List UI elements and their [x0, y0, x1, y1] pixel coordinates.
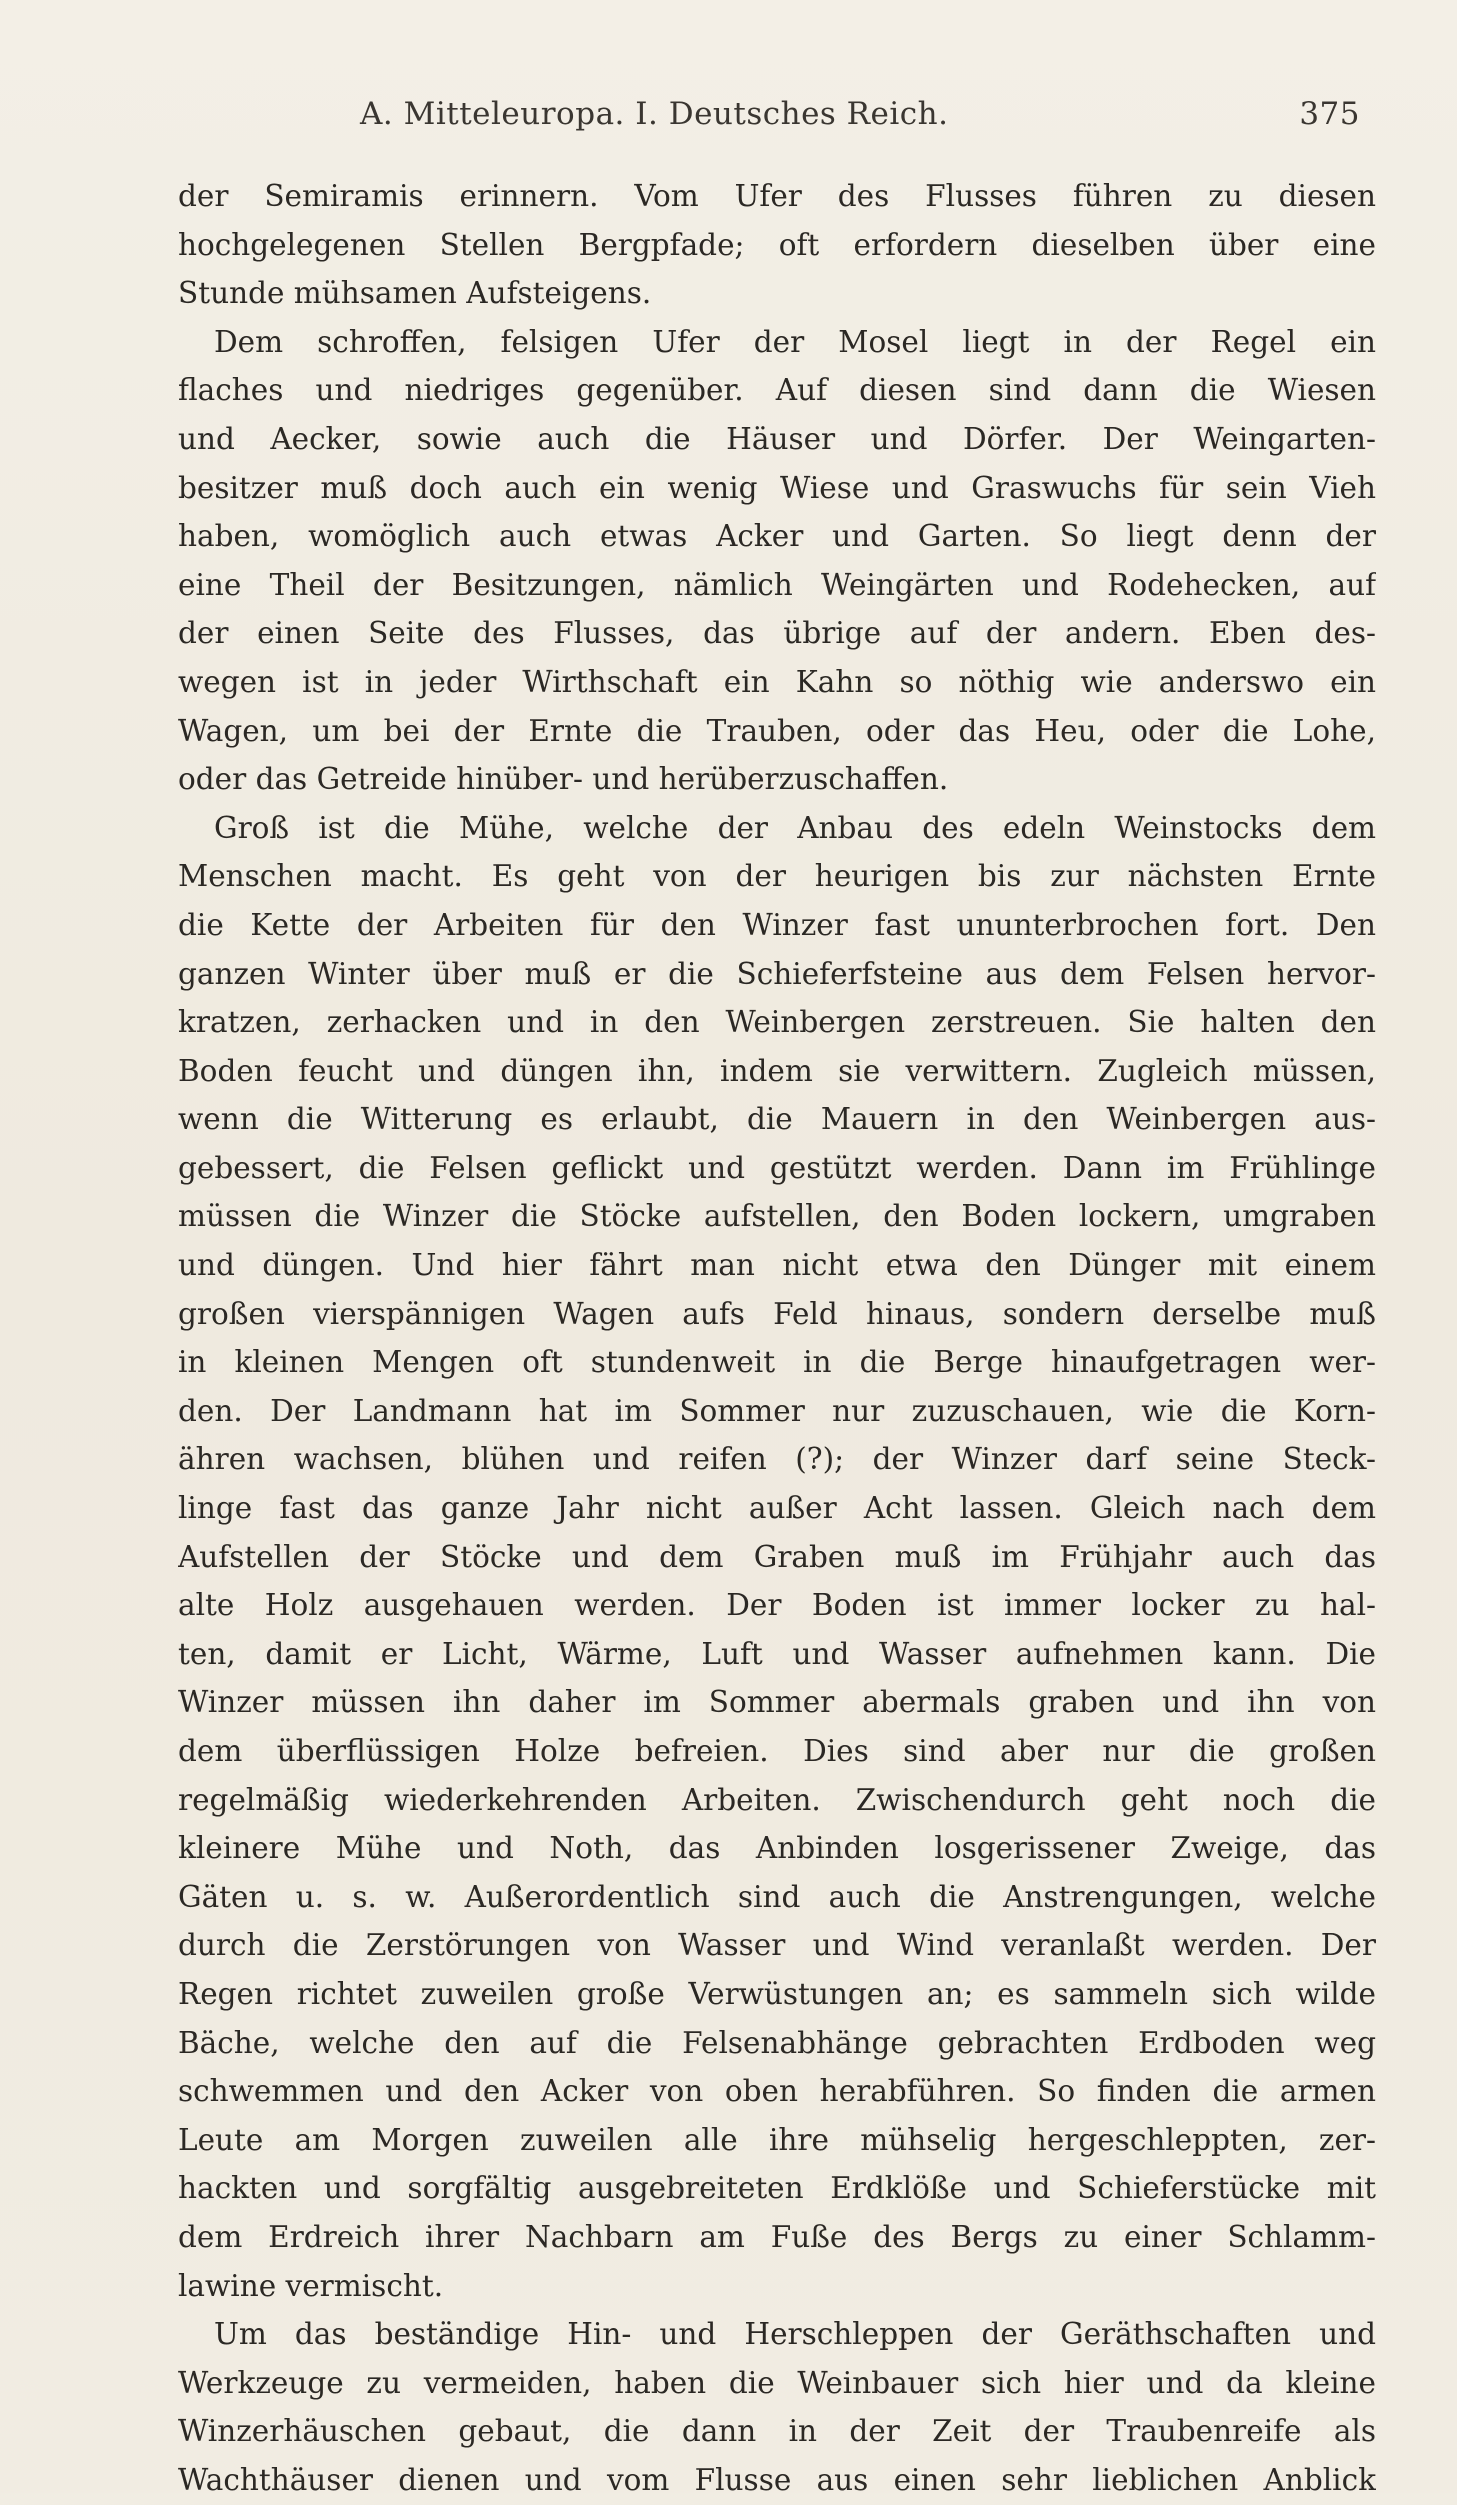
text-line: dem Erdreich ihrer Nachbarn am Fuße des Bergs zu einer Schlamm-: [178, 2219, 1376, 2254]
text-line: der einen Seite des Flusses, das übrige auf der andern. Eben des-: [178, 616, 1376, 651]
text-line: Gäten u. s. w. Außerordentlich sind auch die Anstrengungen, welche: [178, 1879, 1376, 1914]
text-line: wegen ist in jeder Wirthschaft ein Kahn so nöthig wie anderswo ein: [178, 664, 1376, 699]
page-number: 375: [1299, 96, 1360, 132]
text-line: Menschen macht. Es geht von der heurigen bis zur nächsten Ernte: [178, 859, 1376, 894]
text-line: haben, womöglich auch etwas Acker und Garten. So liegt denn der: [178, 519, 1376, 554]
running-head-title: A. Mitteleuropa. I. Deutsches Reich.: [360, 96, 949, 132]
text-line: Regen richtet zuweilen große Verwüstungen an; es sammeln sich wilde: [178, 1976, 1376, 2011]
text-line: großen vierspännigen Wagen aufs Feld hinaus, sondern derselbe muß: [178, 1296, 1376, 1331]
text-line: Stunde mühsamen Aufsteigens.: [178, 276, 652, 311]
text-line: hochgelegenen Stellen Bergpfade; oft erfordern dieselben über eine: [178, 227, 1376, 262]
text-line: Bäche, welche den auf die Felsenabhänge gebrachten Erdboden weg: [178, 2025, 1376, 2060]
text-line: lawine vermischt.: [178, 2268, 444, 2303]
text-line: oder das Getreide hinüber- und herüberzuschaffen.: [178, 762, 949, 797]
text-line: Groß ist die Mühe, welche der Anbau des edeln Weinstocks dem: [214, 810, 1376, 845]
text-line: Winzerhäuschen gebaut, die dann in der Zeit der Traubenreife als: [178, 2414, 1376, 2449]
text-line: ähren wachsen, blühen und reifen (?); der Winzer darf seine Steck-: [178, 1442, 1376, 1477]
text-line: die Kette der Arbeiten für den Winzer fast ununterbrochen fort. Den: [178, 907, 1376, 942]
text-line: regelmäßig wiederkehrenden Arbeiten. Zwischendurch geht noch die: [178, 1782, 1376, 1817]
text-line: Leute am Morgen zuweilen alle ihre mühselig hergeschleppten, zer-: [178, 2122, 1376, 2157]
text-line: und düngen. Und hier fährt man nicht etwa den Dünger mit einem: [178, 1248, 1376, 1283]
body-text: [178, 172, 1376, 2505]
text-line: den. Der Landmann hat im Sommer nur zuzuschauen, wie die Korn-: [178, 1393, 1376, 1428]
text-line: Um das beständige Hin- und Herschleppen der Geräthschaften und: [214, 2317, 1376, 2352]
text-line: besitzer muß doch auch ein wenig Wiese und Graswuchs für sein Vieh: [178, 470, 1376, 505]
running-head: [210, 96, 1360, 146]
text-line: Boden feucht und düngen ihn, indem sie verwittern. Zugleich müssen,: [178, 1053, 1376, 1088]
text-line: linge fast das ganze Jahr nicht außer Acht lassen. Gleich nach dem: [178, 1491, 1376, 1526]
text-line: Dem schroffen, felsigen Ufer der Mosel liegt in der Regel ein: [214, 324, 1376, 359]
text-line: hackten und sorgfältig ausgebreiteten Erdklöße und Schieferstücke mit: [178, 2171, 1376, 2206]
text-line: ganzen Winter über muß er die Schieferfsteine aus dem Felsen hervor-: [178, 956, 1376, 991]
text-line: flaches und niedriges gegenüber. Auf diesen sind dann die Wiesen: [178, 373, 1376, 408]
text-line: ten, damit er Licht, Wärme, Luft und Wasser aufnehmen kann. Die: [178, 1636, 1376, 1671]
text-line: Wachthäuser dienen und vom Flusse aus einen sehr lieblichen Anblick: [178, 2462, 1376, 2497]
text-line: kratzen, zerhacken und in den Weinbergen zerstreuen. Sie halten den: [178, 1005, 1376, 1040]
text-line: wenn die Witterung es erlaubt, die Mauern in den Weinbergen aus-: [178, 1102, 1376, 1137]
text-line: der Semiramis erinnern. Vom Ufer des Flusses führen zu diesen: [178, 179, 1376, 213]
text-line: dem überflüssigen Holze befreien. Dies sind aber nur die großen: [178, 1734, 1376, 1768]
text-line: durch die Zerstörungen von Wasser und Wind veranlaßt werden. Der: [178, 1928, 1376, 1963]
text-line: Wagen, um bei der Ernte die Trauben, oder das Heu, oder die Lohe,: [178, 713, 1376, 748]
text-line: alte Holz ausgehauen werden. Der Boden ist immer locker zu hal-: [178, 1588, 1376, 1623]
text-line: gebessert, die Felsen geflickt und gestützt werden. Dann im Frühlinge: [178, 1150, 1376, 1185]
text-line: müssen die Winzer die Stöcke aufstellen, den Boden lockern, umgraben: [178, 1199, 1376, 1234]
text-line: kleinere Mühe und Noth, das Anbinden losgerissener Zweige, das: [178, 1831, 1376, 1866]
text-line: in kleinen Mengen oft stundenweit in die Berge hinaufgetragen wer-: [178, 1345, 1376, 1380]
text-line: und Aecker, sowie auch die Häuser und Dörfer. Der Weingarten-: [178, 421, 1376, 456]
text-line: Werkzeuge zu vermeiden, haben die Weinbauer sich hier und da kleine: [178, 2365, 1376, 2400]
text-line: Winzer müssen ihn daher im Sommer abermals graben und ihn von: [178, 1685, 1376, 1720]
text-line: Aufstellen der Stöcke und dem Graben muß im Frühjahr auch das: [178, 1539, 1376, 1574]
text-line: eine Theil der Besitzungen, nämlich Weingärten und Rodehecken, auf: [178, 567, 1376, 602]
text-line: schwemmen und den Acker von oben herabführen. So finden die armen: [178, 2074, 1376, 2109]
